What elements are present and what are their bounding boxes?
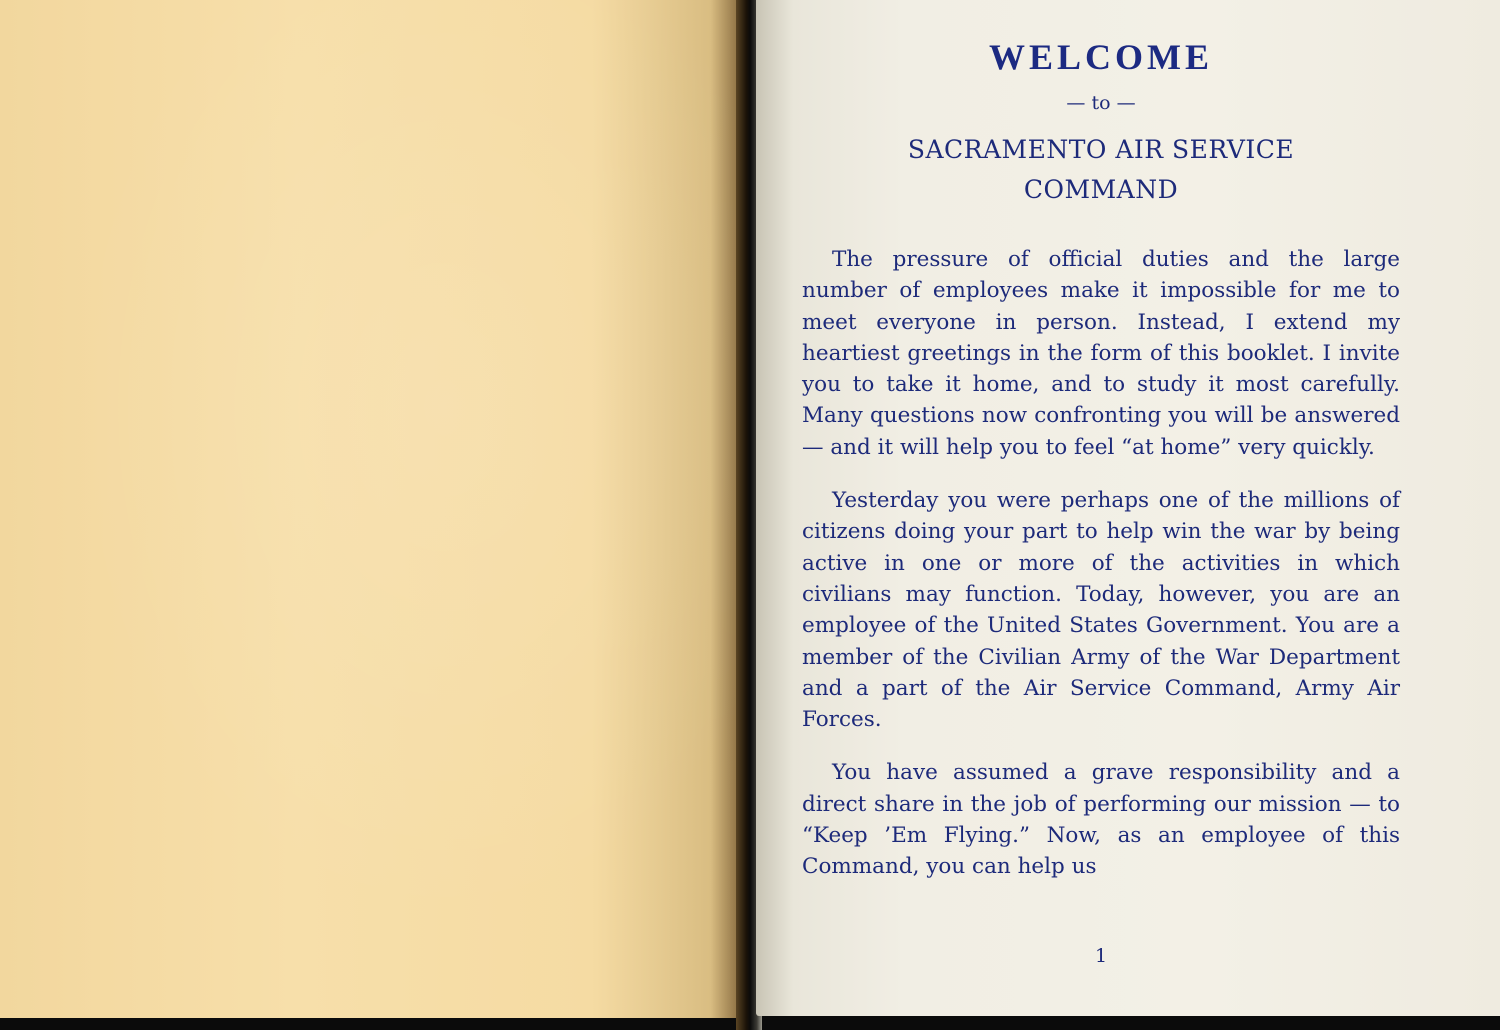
page-number: 1 [1094,945,1108,967]
paragraph-3: You have assumed a grave responsibility and a direct share in the job of performing our mission — to “Keep ’Em Flying.” Now, as an employee of this Command, you can help us [802,760,1400,880]
to-line: — to — [1066,92,1136,114]
page-title: WELCOME [988,37,1213,77]
organization-name [802,130,1400,210]
text-right-page [756,0,1500,1016]
paragraph-1: The pressure of official duties and the large number of employees make it impossible for me to meet everyone in person. Instead, I extend my heartiest greetings in the form of this booklet. I invite you to take it home, and to study it most carefully. Many questions now confronting you will be answered — and it will help you to feel “at home” very quickly. [802,247,1400,460]
organization-name-line-1: SACRAMENTO AIR SERVICE [907,135,1295,164]
organization-name-line-2: COMMAND [1023,175,1179,204]
blank-left-page [0,0,740,1018]
paragraph-2: Yesterday you were perhaps one of the millions of citizens doing your part to help win the war by being active in one or more of the activities in which civilians may function. Today, however, you are an employee of the United States Government. You are a member of the Civilian Army of the War Department and a part of the Air Service Command, Army Air Forces. [802,488,1400,733]
page-content [802,30,1400,967]
